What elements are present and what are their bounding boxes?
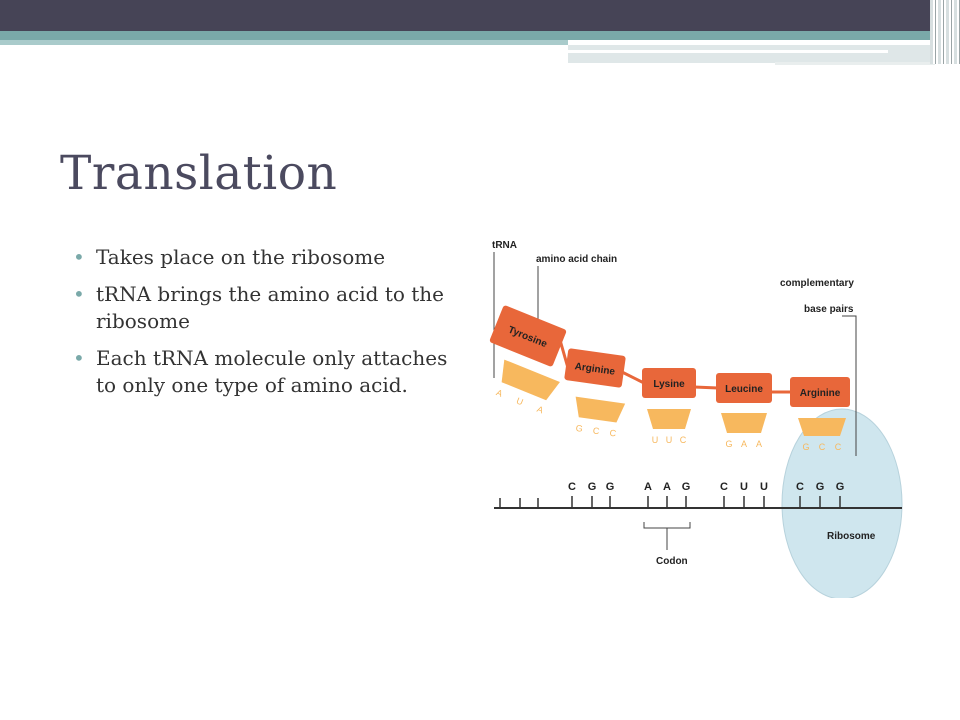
mrna-base: A [663,481,671,493]
mrna-base: G [587,481,597,493]
bullet-item [73,281,473,335]
peptide-bond [622,372,644,383]
grey-line [775,62,935,65]
anticodon-base: A [494,387,505,399]
mrna-base: C [568,481,576,493]
anticodon-base: A [535,403,545,416]
bullet-text: tRNA brings the amino acid to the ribosome [96,282,445,333]
trna-molecule [647,409,691,429]
grey-band [568,45,935,63]
anticodon-base: U [514,395,525,408]
teal-band [0,31,935,40]
bullet-dot: • [73,245,85,269]
anticodon-base: C [608,427,617,439]
mrna-base: C [720,481,728,493]
complementary-label: complementary [780,278,854,289]
mrna-base: C [796,481,804,493]
corner-stripes [930,0,960,64]
anticodon-base: C [834,442,842,452]
bullet-item [73,244,473,271]
mrna-base: U [740,481,748,493]
amino-acid-label: Arginine [799,388,841,399]
bullet-list [73,244,473,409]
amino-acid-label: Leucine [725,384,763,395]
anticodon-base: A [740,439,748,449]
bullet-text: Each tRNA molecule only attaches to only one type of amino acid. [96,346,448,397]
amino-acid-label: Arginine [573,361,616,378]
mrna-base: G [835,481,845,493]
mrna-base: G [681,481,691,493]
trna-molecule [798,418,846,436]
anticodon-base: G [802,442,810,452]
trna-label: tRNA [492,240,517,251]
anticodon-base: C [592,425,600,437]
anticodon-base: C [818,442,826,452]
bullet-dot: • [73,346,85,370]
anticodon-base: U [665,435,673,445]
anticodon-base: A [755,439,763,449]
amino-acid-label: Tyrosine [506,324,549,351]
bullet-item [73,345,473,399]
teal-thin-band [0,40,568,45]
peptide-bond [694,387,718,388]
base-pairs-label: base pairs [804,304,854,315]
anticodon-base: U [651,435,659,445]
trna-molecule [721,413,767,433]
amino-acid-label: Lysine [653,379,685,390]
slide-title: Translation [60,146,338,201]
translation-diagram [482,228,922,598]
anticodon-base: G [725,439,733,449]
trna-molecule [573,397,625,424]
mrna-base: A [644,481,652,493]
mrna-base: G [605,481,615,493]
bullet-text: Takes place on the ribosome [96,245,386,269]
mrna-base: U [760,481,768,493]
bullet-dot: • [73,282,85,306]
white-line [568,50,888,53]
anticodon-base: G [575,422,584,434]
anticodon-base: C [679,435,687,445]
codon-label: Codon [656,556,688,567]
mrna-base: G [815,481,825,493]
amino-acid-chain-label: amino acid chain [536,254,618,265]
top-dark-bar [0,0,960,31]
ribosome-label: Ribosome [827,531,876,542]
codon-bracket [644,522,690,550]
